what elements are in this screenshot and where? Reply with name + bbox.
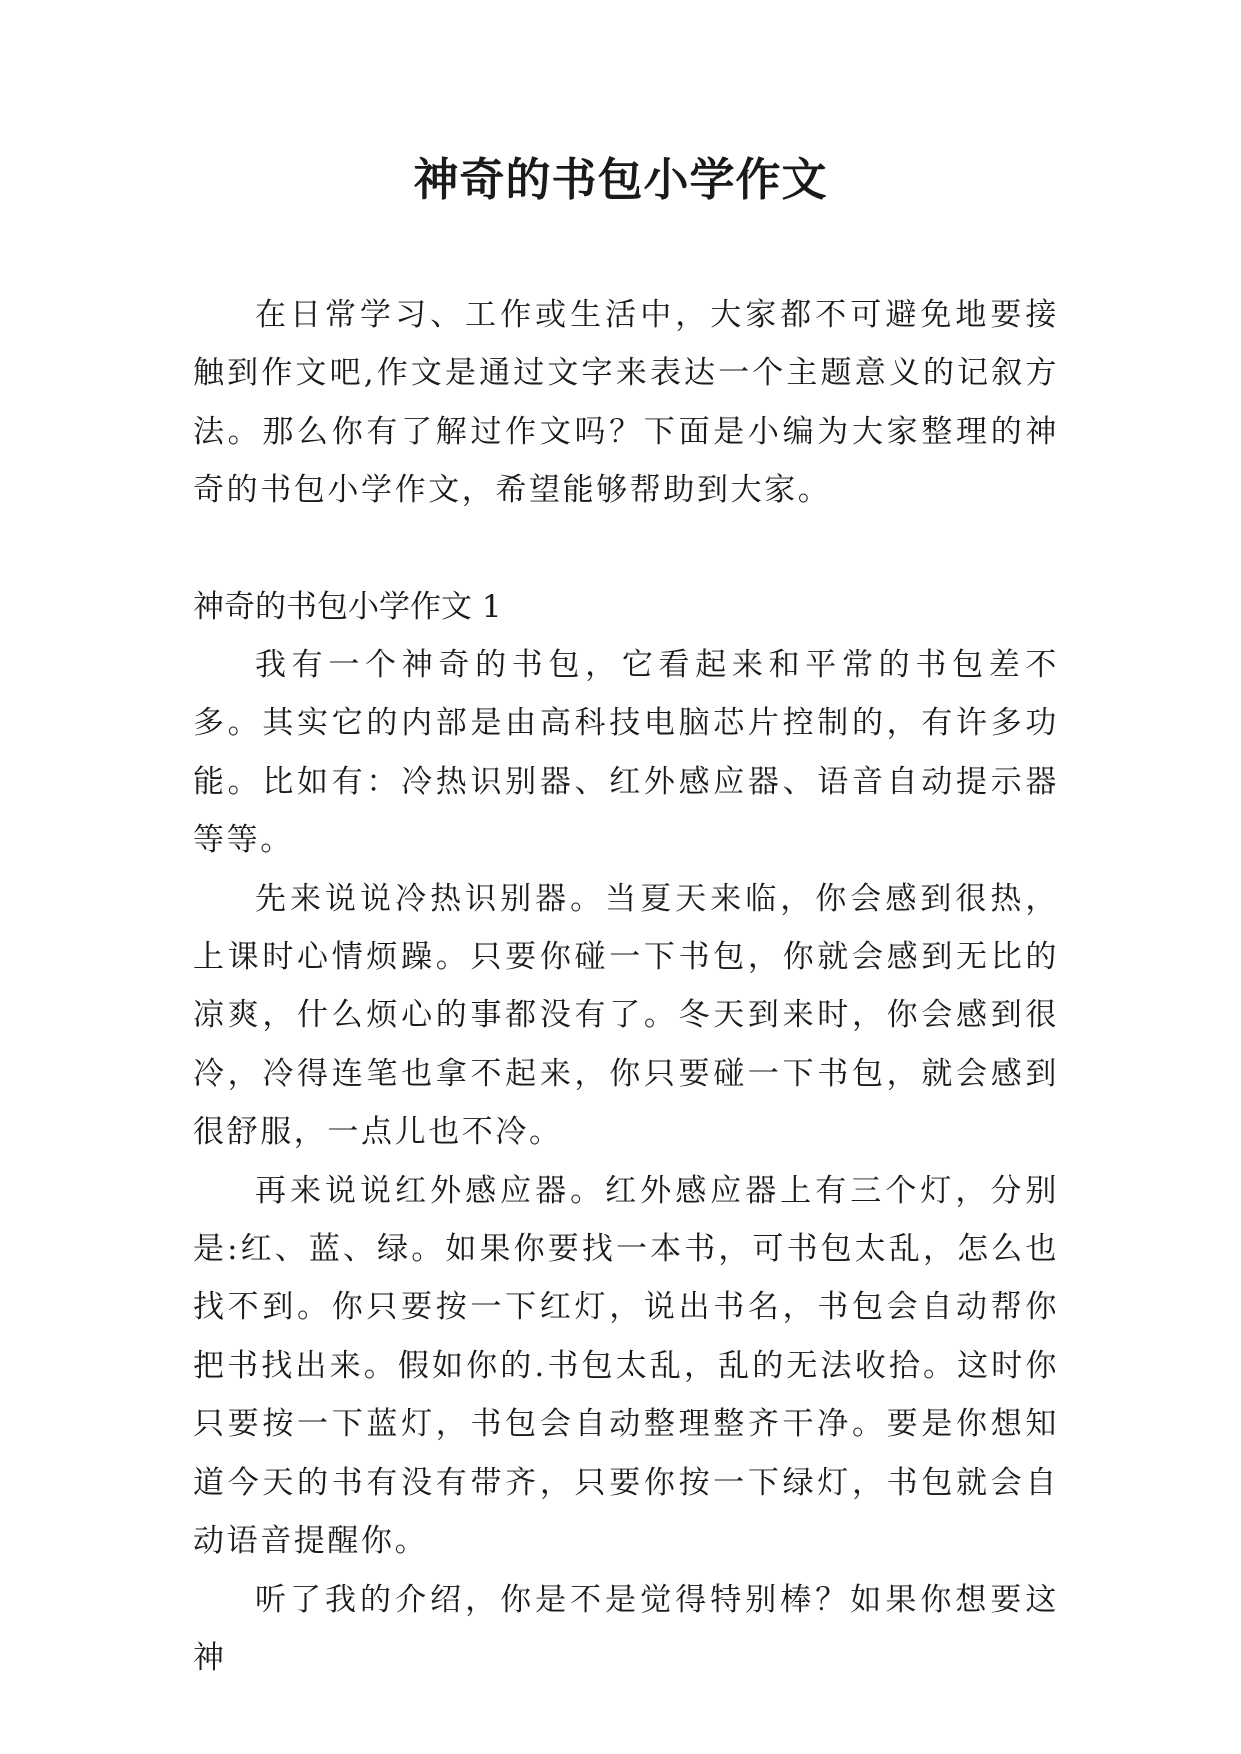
essay-body (193, 636, 1059, 1687)
intro-paragraph: 在日常学习、工作或生活中，大家都不可避免地要接触到作文吧,作文是通过文字来表达一个主题意义的记叙方法。那么你有了解过作文吗？下面是小编为大家整理的神奇的书包小学作文，希望能够帮助到大家。 (193, 297, 1059, 509)
essay-paragraph: 再来说说红外感应器。红外感应器上有三个灯，分别是:红、蓝、绿。如果你要找一本书，可书包太乱，怎么也找不到。你只要按一下红灯，说出书名，书包会自动帮你把书找出来。假如你的.书包太乱，乱的无法收拾。这时你只要按一下蓝灯，书包会自动整理整齐干净。要是你想知道今天的书有没有带齐，只要你按一下绿灯，书包就会自动语音提醒你。 (193, 1172, 1059, 1560)
section-heading: 神奇的书包小学作文 1 (193, 589, 502, 625)
document-title: 神奇的书包小学作文 (413, 153, 828, 206)
essay-paragraph: 先来说说冷热识别器。当夏天来临，你会感到很热，上课时心情烦躁。只要你碰一下书包，你就会感到无比的凉爽，什么烦心的事都没有了。冬天到来时，你会感到很冷，冷得连笔也拿不起来，你只要碰一下书包，就会感到很舒服，一点儿也不冷。 (193, 880, 1059, 1151)
essay-paragraph: 听了我的介绍，你是不是觉得特别棒？如果你想要这神 (193, 1581, 1059, 1676)
essay-paragraph: 我有一个神奇的书包，它看起来和平常的书包差不多。其实它的内部是由高科技电脑芯片控制的，有许多功能。比如有：冷热识别器、红外感应器、语音自动提示器等等。 (193, 647, 1059, 859)
